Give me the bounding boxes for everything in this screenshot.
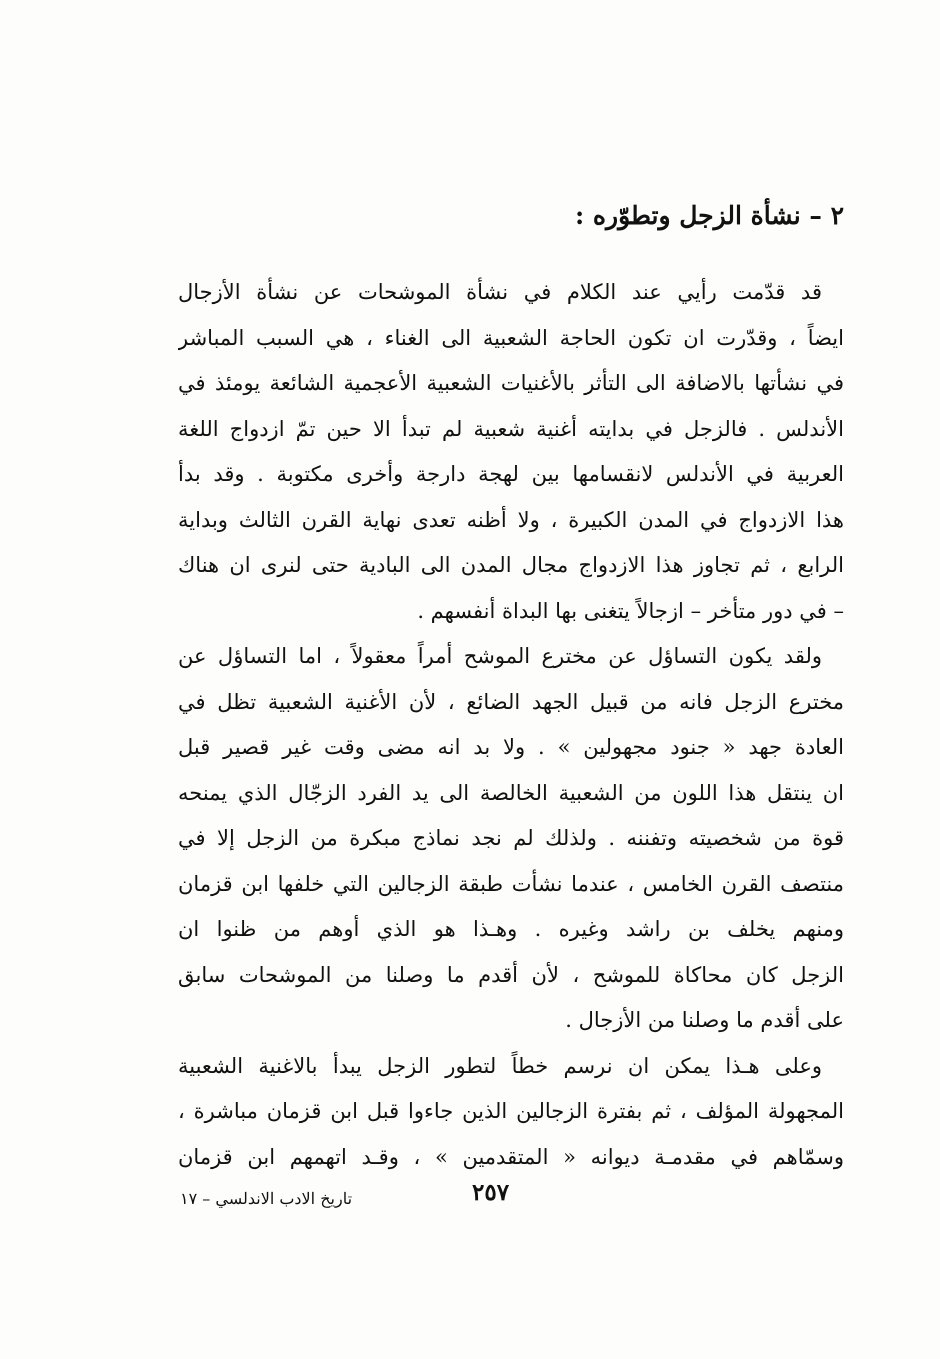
text-line: مخترع الزجل فانه من قبيل الجهد الضائع ، لأن الأغنية الشعبية تظل في (178, 689, 844, 714)
text-line: العادة جهد « جنود مجهولين » . ولا بد انه مضى وقت غير قصير قبل (178, 735, 844, 759)
text-line: – في دور متأخر – ازجالاً يتغنى بها البداة أنفسهم . (417, 598, 844, 623)
text-line: ومنهم يخلف بن راشد وغيره . وهـذا هو الذي أوهم من ظنوا ان (178, 917, 844, 941)
paragraph-2 (178, 634, 844, 1044)
text-line: في نشأتها بالاضافة الى التأثر بالأغنيات الشعبية الأعجمية الشائعة يومئذ في (178, 371, 844, 395)
text-line: وسمّاهم في مقدمـة ديوانه « المتقدمين » ، وقـد اتهمهم ابن قزمان (178, 1144, 844, 1169)
text-line: ولقد يكون التساؤل عن مخترع الموشح أمراً معقولاً ، اما التساؤل عن (178, 644, 822, 668)
page-number: ٢٥٧ (472, 1179, 510, 1206)
text-line: المجهولة المؤلف ، ثم بفترة الزجالين الذين جاءوا قبل ابن قزمان مباشرة ، (178, 1099, 844, 1123)
text-line: وعلى هـذا يمكن ان نرسم خطاً لتطور الزجل يبدأ بالاغنية الشعبية (178, 1053, 822, 1078)
text-line: على أقدم ما وصلنا من الأزجال . (565, 1008, 844, 1032)
section-heading: ٢ – نشأة الزجل وتطوّره : (574, 201, 844, 230)
running-footer-title: تاريخ الادب الاندلسي – ١٧ (180, 1189, 353, 1208)
page-footer (180, 1176, 760, 1216)
body-text (178, 270, 844, 1180)
text-line: منتصف القرن الخامس ، عندما نشأت طبقة الزجالين التي خلفها ابن قزمان (178, 871, 844, 896)
text-line: ايضاً ، وقدّرت ان تكون الحاجة الشعبية الى الغناء ، هي السبب المباشر (178, 325, 844, 350)
text-line: الرابع ، ثم تجاوز هذا الازدواج مجال المدن الى البادية حتى لنرى ان هناك (178, 553, 844, 577)
paragraph-1 (178, 270, 844, 634)
text-line: الأندلس . فالزجل في بدايته أغنية شعبية لم تبدأ الا حين تمّ ازدواج اللغة (178, 416, 844, 441)
text-line: الزجل كان محاكاة للموشح ، لأن أقدم ما وصلنا من الموشحات سابق (178, 962, 844, 987)
text-line: ان ينتقل هذا اللون من الشعبية الخالصة الى يد الفرد الزجّال الذي يمنحه (178, 780, 844, 805)
text-line: هذا الازدواج في المدن الكبيرة ، ولا أظنه تعدى نهاية القرن الثالث وبداية (178, 507, 844, 532)
text-line: العربية في الأندلس لانقسامها بين لهجة دارجة وأخرى مكتوبة . وقد بدأ (178, 462, 844, 486)
paragraph-3 (178, 1044, 844, 1181)
text-line: قوة من شخصيته وتفننه . ولذلك لم نجد نماذج مبكرة من الزجل إلا في (178, 826, 844, 850)
text-line: قد قدّمت رأيي عند الكلام في نشأة الموشحات عن نشأة الأزجال (178, 280, 822, 304)
